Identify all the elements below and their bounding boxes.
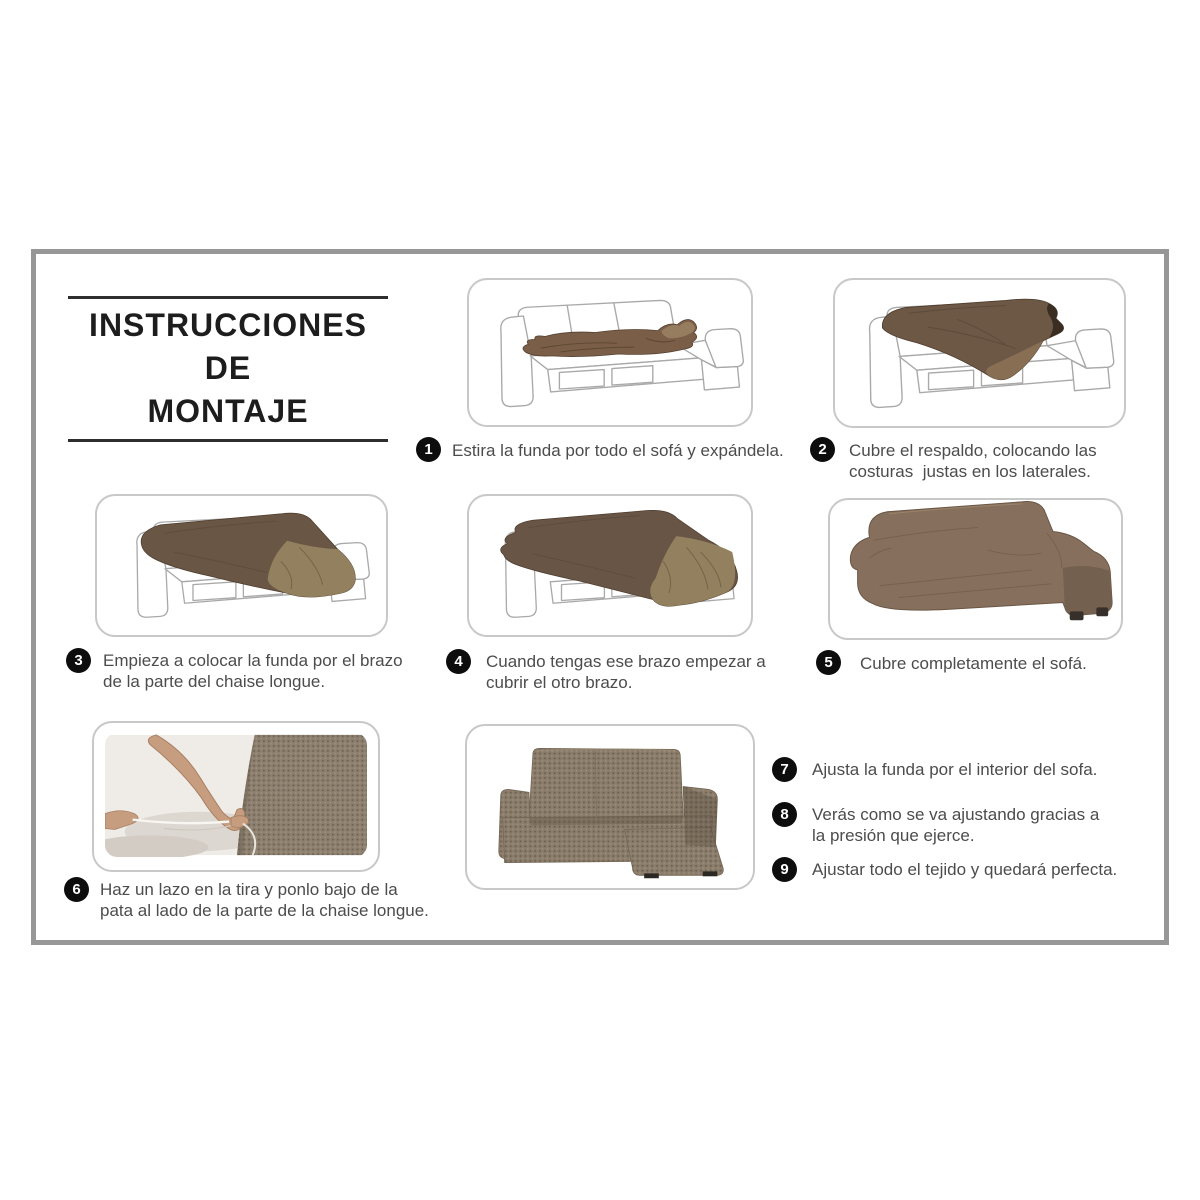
cover-fabric-shape <box>141 513 355 597</box>
caption-line: pata al lado de la parte de la chaise longue. <box>100 901 429 920</box>
step6-illustration-panel <box>92 721 380 872</box>
step7-number-badge: 7 <box>772 757 797 782</box>
step1-sofa-image <box>469 280 751 425</box>
caption-line: de la parte del chaise longue. <box>103 672 326 691</box>
step8-number-badge: 8 <box>772 802 797 827</box>
step6-photo <box>105 733 367 857</box>
covered-sofa-photo-shape <box>499 748 724 878</box>
caption-line: Empieza a colocar la funda por el brazo <box>103 651 403 670</box>
step7-illustration-panel <box>465 724 755 890</box>
step4-caption <box>486 651 766 693</box>
step8-caption <box>812 804 1099 846</box>
caption-line: Cubre completamente el sofá. <box>860 654 1087 673</box>
step3-number-badge: 3 <box>66 648 91 673</box>
step5-covered-sofa-image <box>830 488 1121 642</box>
step6-caption <box>100 879 429 921</box>
caption-line: cubrir el otro brazo. <box>486 673 633 692</box>
caption-line: costuras justas en los laterales. <box>849 462 1091 481</box>
step4-number-badge: 4 <box>446 649 471 674</box>
step2-caption <box>849 440 1097 482</box>
title-line-1: INSTRUCCIONES <box>89 307 367 343</box>
covered-sofa-shape <box>850 502 1112 621</box>
title-rule-top <box>68 296 388 299</box>
step1-number-badge: 1 <box>416 437 441 462</box>
caption-line: Cuando tengas ese brazo empezar a <box>486 652 766 671</box>
step4-illustration-panel <box>467 494 753 637</box>
step2-number-badge: 2 <box>810 437 835 462</box>
step7-caption <box>812 759 1097 780</box>
step2-sofa-image <box>835 280 1124 426</box>
step2-illustration-panel <box>833 278 1126 428</box>
caption-line: Cubre el respaldo, colocando las <box>849 441 1097 460</box>
caption-line: Haz un lazo en la tira y ponlo bajo de la <box>100 880 398 899</box>
hands-tying-strap-image <box>105 733 367 857</box>
caption-line: Verás como se va ajustando gracias a <box>812 805 1100 824</box>
title-line-2: DE <box>204 350 252 386</box>
step5-number-badge: 5 <box>816 650 841 675</box>
step6-number-badge: 6 <box>64 877 89 902</box>
step1-caption <box>452 440 784 461</box>
covered-sofa-photo-image <box>467 726 753 888</box>
step3-illustration-panel <box>95 494 388 637</box>
step3-caption <box>103 650 403 692</box>
caption-line: Estira la funda por todo el sofá y expándela. <box>452 441 784 460</box>
caption-line: Ajustar todo el tejido y quedará perfecta. <box>812 860 1118 879</box>
title-line-3: MONTAJE <box>147 393 309 429</box>
title-rule-bottom <box>68 439 388 442</box>
caption-line: Ajusta la funda por el interior del sofa. <box>812 760 1098 779</box>
step9-caption <box>812 859 1117 880</box>
step1-illustration-panel <box>467 278 753 427</box>
step5-illustration-panel <box>828 498 1123 640</box>
step5-caption <box>860 653 1087 674</box>
step4-sofa-image <box>469 496 751 635</box>
sofa-corner-fabric <box>237 735 367 855</box>
step3-sofa-image <box>97 496 386 635</box>
title-block <box>68 296 388 442</box>
step9-number-badge: 9 <box>772 857 797 882</box>
caption-line: la presión que ejerce. <box>812 826 975 845</box>
